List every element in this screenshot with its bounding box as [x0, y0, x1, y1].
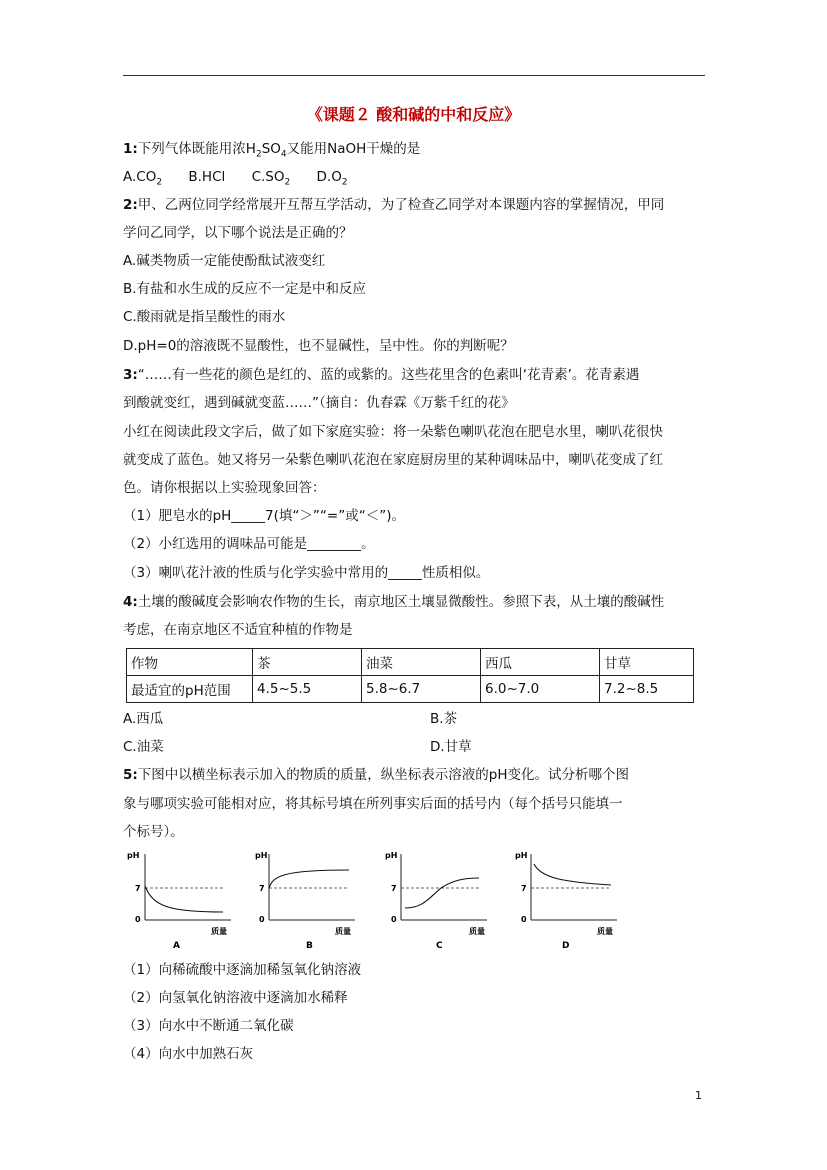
sub-question-3: （3）喇叭花汁液的性质与化学实验中常用的_____性质相似。	[123, 565, 490, 581]
table-cell: 茶	[253, 649, 362, 676]
table-cell: 甘草	[600, 649, 694, 676]
option-d: D.甘草	[430, 739, 472, 755]
x-axis-label: 质量	[597, 927, 613, 936]
zero-label: 0	[259, 915, 265, 924]
option-c: C.酸雨就是指呈酸性的雨水	[123, 309, 286, 325]
page-number: 1	[695, 1089, 702, 1102]
x-axis-label: 质量	[211, 927, 227, 936]
curve-c	[405, 878, 479, 908]
question-number: 4:	[123, 594, 138, 610]
question-3: 3:“……有一些花的颜色是红的、蓝的或紫的。这些花里含的色素叫‘花青素’。花青素遇	[123, 367, 640, 383]
table-cell: 作物	[127, 649, 253, 676]
option-b: B.茶	[430, 711, 458, 727]
graph-letter: C	[436, 941, 443, 951]
question-2-line: 学问乙同学，以下哪个说法是正确的？	[123, 225, 353, 241]
curve-b	[269, 870, 349, 888]
option-a: A.碱类物质一定能使酚酞试液变红	[123, 253, 326, 269]
ph-graphs	[123, 848, 643, 953]
table-cell: 西瓜	[481, 649, 600, 676]
y-axis-label: pH	[255, 851, 268, 860]
seven-label: 7	[521, 884, 527, 893]
option-b: B.有盐和水生成的反应不一定是中和反应	[123, 281, 367, 297]
question-number: 1:	[123, 141, 138, 157]
sub-question-1: （1）肥皂水的pH_____7(填“＞”“=”或“＜”)。	[123, 508, 405, 524]
y-axis-label: pH	[127, 851, 140, 860]
seven-label: 7	[135, 884, 141, 893]
question-5: 5:下图中以横坐标表示加入的物质的质量，纵坐标表示溶液的pH变化。试分析哪个图	[123, 767, 630, 783]
x-axis-label: 质量	[335, 927, 351, 936]
option-a: $A.CO_2$	[123, 169, 163, 188]
question-3-line: 色。请你根据以上实验现象回答：	[123, 480, 326, 496]
question-4: 4:土壤的酸碱度会影响农作物的生长，南京地区土壤显微酸性。参照下表，从土壤的酸碱性	[123, 594, 665, 610]
option-c: C.油菜	[123, 739, 164, 755]
table-cell: 7.2~8.5	[600, 676, 694, 703]
question-4-line: 考虑，在南京地区不适宜种植的作物是	[123, 622, 353, 638]
graph-d	[515, 851, 617, 951]
list-item: （4）向水中加熟石灰	[123, 1046, 254, 1062]
option-d: D.pH=0的溶液既不显酸性，也不显碱性，呈中性。你的判断呢？	[123, 338, 514, 354]
option-c: $C.SO_2$	[251, 169, 291, 188]
question-1-options	[123, 168, 348, 192]
graph-c	[385, 851, 487, 951]
seven-label: 7	[391, 884, 397, 893]
question-number: 2:	[123, 197, 138, 213]
sub-question-2: （2）小红选用的调味品可能是________。	[123, 536, 375, 552]
table-cell: 6.0~7.0	[481, 676, 600, 703]
list-item: （1）向稀硫酸中逐滴加稀氢氧化钠溶液	[123, 962, 362, 978]
option-d: $D.O_2$	[316, 169, 348, 188]
graph-letter: B	[306, 941, 313, 951]
graph-b	[255, 851, 355, 951]
question-1: 1:下列气体既能用浓$H_2SO_4$又能用NaOH干燥的是	[123, 141, 421, 160]
table-row	[127, 649, 694, 676]
ph-table	[126, 648, 694, 703]
question-2: 2:甲、乙两位同学经常展开互帮互学活动，为了检查乙同学对本课题内容的掌握情况，甲同	[123, 197, 665, 213]
table-cell: 4.5~5.5	[253, 676, 362, 703]
seven-label: 7	[259, 884, 265, 893]
option-b: B.HCl	[188, 169, 226, 185]
question-5-line: 象与哪项实验可能相对应，将其标号填在所列事实后面的括号内（每个括号只能填一	[123, 796, 623, 812]
graph-a	[127, 851, 231, 951]
y-axis-label: pH	[385, 851, 398, 860]
question-3-line: 小红在阅读此段文字后，做了如下家庭实验：将一朵紫色喇叭花泡在肥皂水里，喇叭花很快	[123, 424, 663, 440]
y-axis-label: pH	[515, 851, 528, 860]
graph-letter: D	[562, 941, 570, 951]
table-cell: 最适宜的pH范围	[127, 676, 253, 703]
table-cell: 油菜	[362, 649, 481, 676]
zero-label: 0	[391, 915, 397, 924]
curve-d	[534, 864, 611, 885]
table-cell: 5.8~6.7	[362, 676, 481, 703]
page-title: 《课题２ 酸和碱的中和反应》	[306, 105, 521, 124]
question-3-line: 就变成了蓝色。她又将另一朵紫色喇叭花泡在家庭厨房里的某种调味品中，喇叭花变成了红	[123, 452, 663, 468]
header-rule	[123, 75, 705, 76]
table-row	[127, 676, 694, 703]
x-axis-label: 质量	[469, 927, 485, 936]
graph-letter: A	[173, 941, 180, 951]
question-number: 5:	[123, 767, 138, 783]
curve-a	[145, 886, 223, 912]
zero-label: 0	[521, 915, 527, 924]
list-item: （2）向氢氧化钠溶液中逐滴加水稀释	[123, 990, 348, 1006]
zero-label: 0	[135, 915, 141, 924]
question-5-line: 个标号）。	[123, 824, 184, 840]
question-3-line: 到酸就变红，遇到碱就变蓝……”（摘自：仇春霖《万紫千红的花》	[123, 395, 515, 411]
list-item: （3）向水中不断通二氧化碳	[123, 1018, 294, 1034]
question-number: 3:	[123, 367, 138, 383]
option-a: A.西瓜	[123, 711, 164, 727]
